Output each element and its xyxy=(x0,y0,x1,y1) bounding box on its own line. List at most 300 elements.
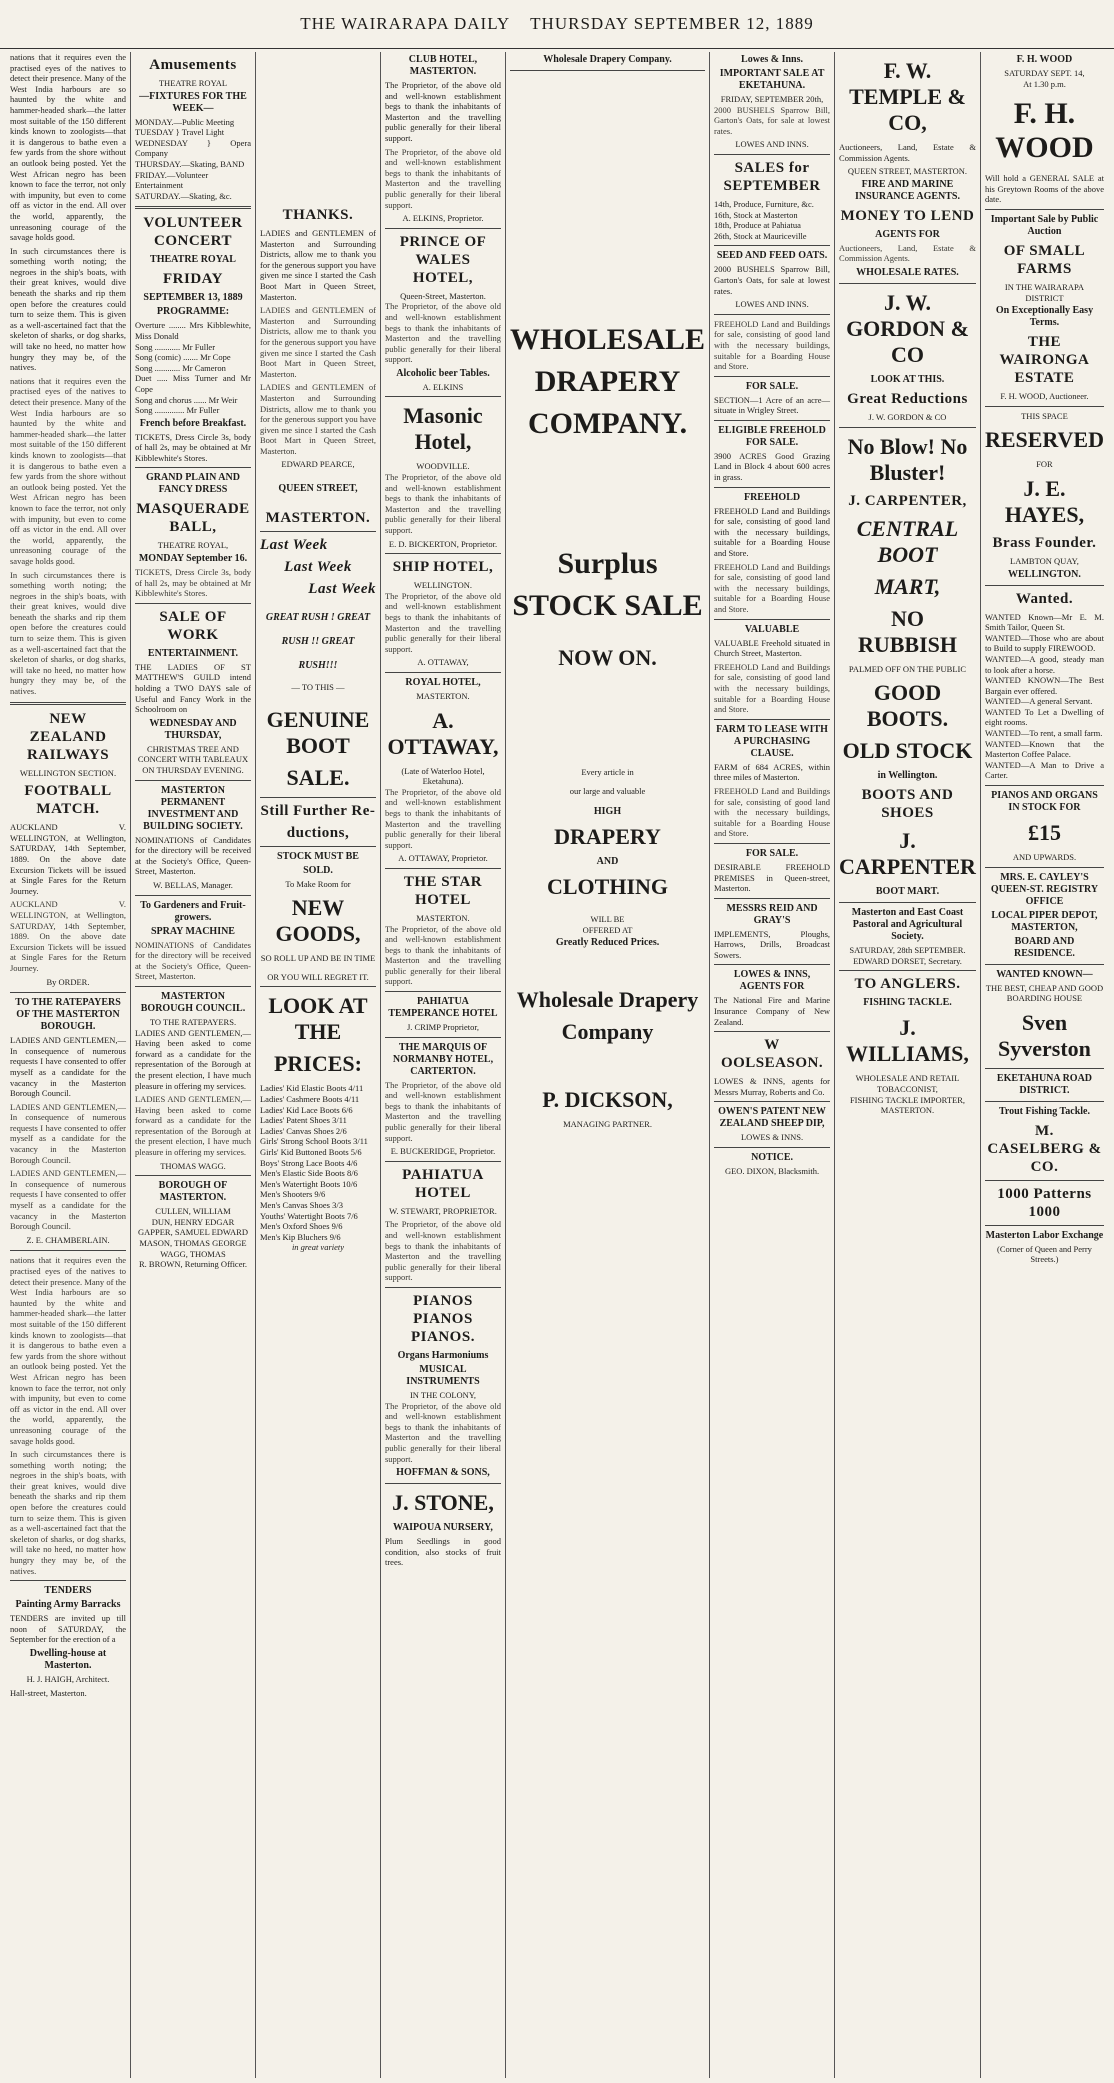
sale-text: THE LADIES OF ST MATTHEW'S GUILD intend holding a TWO DAYS sale of Useful and Fancy Work in the Schoolroom on xyxy=(134,661,251,715)
thanks-town: MASTERTON. xyxy=(265,510,371,527)
this-space: THIS SPACE xyxy=(1021,410,1068,421)
masthead-title: THE WAIRARAPA DAILY xyxy=(300,14,511,33)
colony-text: IN THE COLONY, xyxy=(409,1389,476,1400)
notice-sign: GEO. DIXON, Blacksmith. xyxy=(724,1166,820,1177)
fixture: THURSDAY.—Skating, BAND xyxy=(134,158,245,169)
eligible-title: ELIGIBLE FREEHOLD FOR SALE. xyxy=(718,424,826,448)
masonic-place: WOODVILLE. xyxy=(416,461,470,472)
borough-name: MASON, THOMAS GEORGE xyxy=(139,1238,247,1249)
sales-title: SALES for SEPTEMBER xyxy=(723,159,821,194)
spray-title: To Gardeners and Fruit-growers. xyxy=(140,899,246,923)
farm-text: FARM of 684 ACRES, within three miles of Masterton. xyxy=(714,761,831,783)
offered: OFFERED AT xyxy=(582,924,633,935)
pahiatua2-sign: W. STEWART, PROPRIETOR. xyxy=(389,1205,497,1216)
barracks-title: Painting Army Barracks xyxy=(15,1599,121,1611)
good-boots-heading: GOOD BOOTS. xyxy=(866,680,949,732)
football-title: FOOTBALL MATCH. xyxy=(24,783,112,818)
money-title: MONEY TO LEND xyxy=(840,207,975,224)
sale-heading: SALE. xyxy=(286,764,350,790)
fixture: SATURDAY.—Skating, &c. xyxy=(134,190,232,201)
woolseason-title: W OOLSEASON. xyxy=(720,1037,824,1072)
williams-place: FISHING TACKLE IMPORTER, MASTERTON. xyxy=(849,1094,966,1116)
lowes-text: 2000 BUSHELS Sparrow Bill, Garton's Oats, for sale at lowest rates. xyxy=(714,104,831,136)
price-item: Girls' Kid Buttoned Boots 5/6 xyxy=(259,1147,362,1157)
concert-day: FRIDAY xyxy=(163,271,223,288)
article-text: nations that it requires even the practised eyes of the natives to detect their presence. Many of the West India harbours are so haunted by the white and hammer-headed shark—the latter most suitable of the 150 different kinds known to zoologists—that it is dangerous to bathe even a few yards from the shore without an outlook being posted. Yet the West African negro has been known to face the terror, not only with impunity, but even to come off as victor in the end. All over the world, apparently, the unreasoning courage of the savage holds good. xyxy=(10,52,126,243)
in-wellington: in Wellington. xyxy=(877,770,938,782)
reduced-prices: Greatly Reduced Prices. xyxy=(555,937,660,949)
sale-item: 18th, Produce at Pahiatua xyxy=(714,220,801,231)
masonic-sign: E. D. BICKERTON, Proprietor. xyxy=(388,538,498,549)
pending-text: in great variety xyxy=(291,1242,345,1253)
borough-name: GAPPER, SAMUEL EDWARD xyxy=(138,1227,248,1238)
sale-item: 16th, Stock at Masterton xyxy=(714,209,798,220)
pahiatua2-text: The Proprietor, of the above old and well-known establishment begs to thank the inhabitants of Masterton and the travelling public generally for their liberal support. xyxy=(384,1219,501,1283)
programme-item: Song (comic) ....... Mr Cope xyxy=(134,352,231,363)
wanted-item: WANTED—Those who are about to Build to supply FIREWOOD. xyxy=(984,632,1104,654)
rush-line: RUSH !! GREAT xyxy=(281,636,355,648)
fixtures-title: —FIXTURES FOR THE WEEK— xyxy=(139,90,247,114)
stone-place: WAIPOUA NURSERY, xyxy=(393,1522,493,1534)
fixture: TUESDAY } Travel Light xyxy=(134,127,225,138)
wanted-item: WANTED—A good, steady man to look after a horse. xyxy=(984,653,1104,675)
price-item: Boys' Strong Lace Boots 4/6 xyxy=(259,1157,358,1168)
pahiatua-sign: J. CRIMP Proprietor, xyxy=(406,1022,480,1033)
stock-sale-heading: STOCK SALE xyxy=(512,589,703,622)
prince-sign: A. ELKINS xyxy=(422,381,464,392)
company-heading: COMPANY. xyxy=(527,407,688,440)
agents-title: AGENTS FOR xyxy=(875,228,940,240)
ship-text: The Proprietor, of the above old and well-known establishment begs to thank the inhabitants of Masterton and the travelling public generally for their liberal support. xyxy=(384,590,501,654)
column-1 xyxy=(6,52,131,2078)
auction-text: FREEHOLD Land and Buildings for sale, consisting of good land with the necessary buildings, suitable for a Boarding House and Store. xyxy=(714,318,831,372)
pianos-title: PIANOS AND ORGANS IN STOCK FOR xyxy=(991,790,1098,814)
amusements-sub: THEATRE ROYAL xyxy=(158,78,228,88)
wood-sign: F. H. WOOD, Auctioneer. xyxy=(1000,391,1089,402)
prince-title: PRINCE OF WALES HOTEL, xyxy=(399,233,487,286)
column-8 xyxy=(981,52,1108,2078)
wood-time: At 1.30 p.m. xyxy=(1023,78,1066,89)
musical-heading: MUSICAL INSTRUMENTS xyxy=(406,1363,480,1387)
carpenter-name-2: J. CARPENTER xyxy=(839,828,976,880)
normandy-title: THE MARQUIS OF NORMANBY HOTEL, CARTERTON. xyxy=(392,1041,494,1077)
wanted-item: WANTED To Let a Dwelling of eight rooms. xyxy=(984,706,1104,728)
williams-sub: WHOLESALE AND RETAIL TOBACCONIST, xyxy=(855,1073,960,1094)
eketahuna-title: EKETAHUNA ROAD DISTRICT. xyxy=(996,1072,1093,1096)
fixture: MONDAY.—Public Meeting xyxy=(134,116,235,127)
wanted-item: WANTED—A general Servant. xyxy=(984,696,1093,707)
pahiatua2-title: PAHIATUA HOTEL xyxy=(402,1166,484,1201)
temple-text-2: Auctioneers, Land, Estate & Commission Agents. xyxy=(839,242,976,264)
concert-venue: THEATRE ROYAL xyxy=(150,254,236,266)
sale-date: WEDNESDAY AND THURSDAY, xyxy=(149,717,237,741)
show-sign: EDWARD DORSET, Secretary. xyxy=(853,955,962,966)
football-text: AUCKLAND V. WELLINGTON, at Wellington, SATURDAY, 14th September, 1889. On the above date Excursion Tickets will be issued at Single Fares for the Return Journey. xyxy=(10,822,126,896)
article-text-3: nations that it requires even the practised eyes of the natives to detect their presence. Many of the West India harbours are so haunted by the white and hammer-headed shark—the latter most suitable of the 150 different kinds known to zoologists—that it is dangerous to bathe even a few yards from the shore without an outlook being posted. Yet the West African negro has been known to face the terror, not only with impunity, but even to come off as victor in the end. All over the world, apparently, the unreasoning courage of the savage holds good. xyxy=(10,375,126,566)
rubbish-heading: NO RUBBISH xyxy=(857,605,957,657)
cayley-title: MRS. E. CAYLEY'S QUEEN-ST. REGISTRY OFFICE xyxy=(990,871,1099,907)
wholesale-rates: WHOLESALE RATES. xyxy=(856,266,959,278)
council-title: MASTERTON BOROUGH COUNCIL. xyxy=(140,990,246,1014)
williams-name: J. WILLIAMS, xyxy=(846,1015,969,1067)
borough-name: CULLEN, WILLIAM xyxy=(155,1206,231,1217)
pastoral-title: Masterton and East Coast Pastoral and Agricultural Society. xyxy=(851,907,964,943)
programme-item: Duet ..... Miss Turner and Mr Cope xyxy=(134,373,251,394)
noblow-heading: No Blow! No Bluster! xyxy=(847,433,968,485)
agents-title: LOWES & INNS, AGENTS FOR xyxy=(733,969,811,993)
anglers-heading: TO ANGLERS. xyxy=(854,976,961,993)
bootmart-heading: BOOT MART. xyxy=(875,886,940,898)
sale-item: 26th, Stock at Mauriceville xyxy=(714,230,807,241)
price-item: Youths' Watertight Boots 7/6 xyxy=(259,1210,358,1221)
sale-sub: ENTERTAINMENT. xyxy=(147,647,239,659)
column-5 xyxy=(506,52,710,2078)
organs-heading: Organs Harmoniums xyxy=(397,1349,489,1361)
club-text: The Proprietor, of the above old and well-known establishment begs to thank the inhabitants of Masterton and the travelling public generally for their liberal support. xyxy=(384,80,501,143)
price-item: Ladies' Kid Lace Boots 6/6 xyxy=(259,1104,353,1115)
new-goods: NEW GOODS, xyxy=(275,895,361,947)
star-title: THE STAR HOTEL xyxy=(403,873,483,908)
club-sign: A. ELKINS, Proprietor. xyxy=(402,213,484,224)
gordon-sub: LOOK AT THIS. xyxy=(870,373,945,385)
temple-place: QUEEN STREET, MASTERTON. xyxy=(847,166,968,177)
small-farms: OF SMALL FARMS xyxy=(1003,242,1086,277)
reid-title: MESSRS REID AND GRAY'S xyxy=(726,902,818,926)
brass-founder: Brass Founder. xyxy=(992,534,1097,551)
council-text: LADIES AND GENTLEMEN,—Having been asked to come forward as a candidate for the representation of the Borough at the present election, I have much pleasure in offering my services. xyxy=(134,1027,251,1091)
wool-text: LOWES & INNS, agents for Messrs Murray, Roberts and Co. xyxy=(714,1076,831,1097)
labor-sub: (Corner of Queen and Perry Streets.) xyxy=(997,1243,1092,1265)
temple-text: Auctioneers, Land, Estate & Commission Agents. xyxy=(839,142,976,163)
wood-title: F. H. WOOD xyxy=(1016,54,1073,65)
palmed-text: PALMED OFF ON THE PUBLIC xyxy=(848,663,967,674)
programme-item: Song ............ Mr Cameron xyxy=(134,362,226,373)
concert-programme-title: PROGRAMME: xyxy=(156,306,230,318)
important-sale: Important Sale by Public Auction xyxy=(990,213,1099,237)
forsale2-text: DESIRABLE FREEHOLD PREMISES in Queen-street, Masterton. xyxy=(714,861,831,894)
farm-title: FARM TO LEASE WITH A PURCHASING CLAUSE. xyxy=(716,723,828,759)
society-sign: W. BELLAS, Manager. xyxy=(153,879,233,890)
roll-up: SO ROLL UP AND BE IN TIME xyxy=(260,953,376,964)
column-4 xyxy=(381,52,506,2078)
concert-title: VOLUNTEER CONCERT xyxy=(143,215,243,250)
forsale2-title: FOR SALE. xyxy=(745,847,799,859)
company-name-2: Company xyxy=(561,1019,654,1045)
shipdip-title: OWEN'S PATENT NEW ZEALAND SHEEP DIP, xyxy=(718,1106,826,1130)
drapery-heading-2: DRAPERY xyxy=(554,824,661,850)
society-title: MASTERTON PERMANENT INVESTMENT AND BUILDING SOCIETY. xyxy=(143,784,243,832)
star-text: The Proprietor, of the above old and well-known establishment begs to thank the inhabitants of Masterton and the travelling public generally for their liberal support. xyxy=(384,923,501,987)
tenders-title: TENDERS xyxy=(44,1585,92,1597)
every-article: Every article in xyxy=(581,767,634,777)
valuable-title: VALUABLE xyxy=(744,623,800,635)
forsale1-title: FOR SALE. xyxy=(745,380,799,392)
football-text-2: AUCKLAND V. WELLINGTON, at Wellington, SATURDAY, 14th September, 1889. On the above date Excursion Tickets will be issued at Single Fares for the Return Journey. xyxy=(10,899,126,973)
high-heading: HIGH xyxy=(593,806,622,818)
programme-item: Song ............ Mr Fuller xyxy=(134,341,216,352)
freehold-text-2: FREEHOLD Land and Buildings for sale, consisting of good land with the necessary buildings, suitable for a Boarding House and Store. xyxy=(714,561,831,614)
labor-heading: Masterton Labor Exchange xyxy=(985,1229,1104,1241)
spray-text: NOMINATIONS of Candidates for the directory will be received at the Society's Office, Queen-Street, Masterton. xyxy=(134,939,251,982)
columns xyxy=(6,52,1108,2078)
trout-heading: Trout Fishing Tackle. xyxy=(998,1105,1090,1117)
wanted-item: WANTED Known—Mr E. M. Smith Tailor, Queen St. xyxy=(984,611,1104,633)
ottaway-sign: A. OTTAWAY, Proprietor. xyxy=(398,853,488,864)
wood-big: F. H. WOOD xyxy=(995,97,1094,165)
board-heading: BOARD AND RESIDENCE. xyxy=(1014,935,1075,959)
patterns-heading: 1000 Patterns 1000 xyxy=(997,1185,1092,1220)
lambton-quay: LAMBTON QUAY, xyxy=(1010,555,1079,566)
notice-title: NOTICE. xyxy=(751,1152,794,1164)
tenders-sign: H. J. HAIGH, Architect. xyxy=(26,1674,110,1684)
ottaway-text: The Proprietor, of the above old and well-known establishment begs to thank the inhabitants of Masterton and the travelling public generally for their liberal support. xyxy=(384,786,501,850)
surplus-heading: Surplus xyxy=(557,547,658,580)
price-item: Men's Kip Bluchers 9/6 xyxy=(259,1231,341,1242)
valuable-text-2: FREEHOLD Land and Buildings for sale, consisting of good land with the necessary buildings, suitable for a Boarding House and Store. xyxy=(714,661,831,715)
for-text: FOR xyxy=(1036,459,1053,470)
wanted-item: WANTED KNOWN—The Best Bargain ever offered. xyxy=(984,675,1104,696)
ball-date: MONDAY September 16. xyxy=(138,553,248,565)
wanted-item: WANTED—To rent, a small farm. xyxy=(984,728,1103,739)
gordon-sign: J. W. GORDON & CO xyxy=(868,411,947,422)
column-6 xyxy=(710,52,835,2078)
district: IN THE WAIRARAPA DISTRICT xyxy=(1004,281,1085,303)
amusements-title: Amusements xyxy=(149,57,237,73)
society-text: NOMINATIONS of Candidates for the directory will be received at the Society's Office, Queen-Street, Masterton. xyxy=(134,834,251,877)
normandy-text: The Proprietor, of the above old and well-known establishment begs to thank the inhabitants of Masterton and the travelling public generally for their liberal support. xyxy=(384,1079,501,1143)
prince-place: Queen-Street, Masterton. xyxy=(400,290,486,301)
caselberg-name: M. CASELBERG & CO. xyxy=(987,1122,1102,1175)
company-name: Wholesale Drapery xyxy=(516,987,699,1013)
local-title: LOCAL PIPER DEPOT, MASTERTON, xyxy=(991,909,1098,933)
price-item: Men's Watertight Boots 10/6 xyxy=(259,1178,358,1189)
thanks-text: LADIES and GENTLEMEN of Masterton and Surrounding Districts, allow me to thank you for the generous support you have given me since I started the Cash Boot Mart in Queen Street, Masterton. xyxy=(259,228,376,302)
star-place: MASTERTON. xyxy=(416,912,470,923)
boots-heading: BOOTS AND SHOES xyxy=(861,787,954,822)
freehold-text: FREEHOLD Land and Buildings for sale, consisting of good land with the necessary buildings, suitable for a Boarding House and Store. xyxy=(714,505,831,559)
stone-text: Plum Seedlings in good condition, also stocks of fruit trees. xyxy=(384,1536,501,1568)
borough-title: BOROUGH OF MASTERTON. xyxy=(158,1180,228,1204)
ottaway-sub: (Late of Waterloo Hotel, Eketahuna). xyxy=(401,765,485,787)
drapery-heading: DRAPERY xyxy=(534,365,681,398)
column-3 xyxy=(256,52,381,2078)
masthead xyxy=(0,0,1114,49)
masonic-text: The Proprietor, of the above old and well-known establishment begs to thank the inhabitants of Masterton and the travelling public generally for their liberal support. xyxy=(384,472,501,536)
ratepayers-title: TO THE RATEPAYERS OF THE MASTERTON BOROUGH. xyxy=(15,997,121,1033)
football-sign: By ORDER. xyxy=(46,976,90,987)
freehold-title: FREEHOLD xyxy=(743,491,801,503)
syverston-name: Sven Syverston xyxy=(998,1009,1091,1061)
council-sign: THOMAS WAGG. xyxy=(160,1160,226,1171)
price-item: Ladies' Kid Elastic Boots 4/11 xyxy=(259,1083,364,1094)
make-room: To Make Room for xyxy=(285,878,351,889)
last-week: Last Week xyxy=(284,559,352,576)
show-date: SATURDAY, 28th SEPTEMBER. xyxy=(849,945,966,956)
lowes-sign: LOWES AND INNS. xyxy=(735,139,809,150)
pianos-upwards: AND UPWARDS. xyxy=(1012,852,1077,863)
wholesale-heading: WHOLESALE xyxy=(509,323,706,356)
seed-text: 2000 BUSHELS Sparrow Bill, Garton's Oats, for sale at lowest rates. xyxy=(714,264,831,296)
shipdip-sign: LOWES & INNS. xyxy=(740,1132,804,1143)
normandy-sign: E. BUCKERIDGE, Proprietor. xyxy=(390,1146,496,1157)
pianos-text: The Proprietor, of the above old and well-known establishment begs to thank the inhabitants of Masterton and the travelling public generally for their liberal support. xyxy=(384,1400,501,1464)
great-reductions: Great Reductions xyxy=(847,390,968,407)
spray-name: SPRAY MACHINE xyxy=(150,925,235,937)
price-item: Ladies' Canvas Shoes 2/6 xyxy=(259,1125,347,1136)
genuine-boot: GENUINE BOOT xyxy=(266,706,370,758)
thanks-text-3: LADIES and GENTLEMEN of Masterton and Surrounding Districts, allow me to thank you for the generous support you have given me since I started the Cash Boot Mart in Queen Street, Masterton. xyxy=(259,382,376,456)
wanted-title: Wanted. xyxy=(1015,590,1074,607)
prince-text: The Proprietor, of the above old and well-known establishment begs to thank the inhabitants of Masterton and the travelling public generally for their liberal support. xyxy=(384,301,501,365)
wellington: WELLINGTON. xyxy=(1008,568,1081,580)
thanks-text-2: LADIES and GENTLEMEN of Masterton and Surrounding Districts, allow me to thank you for the generous support you have given me since I started the Cash Boot Mart in Queen Street, Masterton. xyxy=(259,305,376,379)
seed-title: SEED AND FEED OATS. xyxy=(716,250,828,262)
article-text-6: In such circumstances there is something worth noting; the negroes in the ship's boats, with their great knives, would dive beneath the sharks and rip them open before the creatures could turn to seize them. This is given as a well-ascertained fact that the skeleton of sharks, or dog sharks, will take no heed, no matter how hungry they may be, of the natives. xyxy=(10,1449,126,1576)
ball-title: GRAND PLAIN AND FANCY DRESS xyxy=(146,472,240,496)
wood-text: Will hold a GENERAL SALE at his Greytown Rooms of the above date. xyxy=(984,173,1104,205)
last-week: Last Week xyxy=(308,581,376,598)
column-header: Wholesale Drapery Company. xyxy=(543,54,672,65)
temple-title: F. W. TEMPLE & CO, xyxy=(849,58,966,135)
fixture: FRIDAY.—Volunteer Entertainment xyxy=(134,169,209,191)
prince-bold: Alcoholic beer Tables. xyxy=(396,367,490,379)
mart-heading: MART, xyxy=(874,573,941,599)
programme-item: Song and chorus ...... Mr Weir xyxy=(134,394,238,405)
agents-text: The National Fire and Marine Insurance Company of New Zealand. xyxy=(714,995,831,1027)
borough-sign: R. BROWN, Returning Officer. xyxy=(139,1259,247,1270)
pianos-price: £15 xyxy=(1027,820,1061,846)
pianos-heading: PIANOS PIANOS PIANOS. xyxy=(411,1292,475,1345)
tenders-place: Hall-street, Masterton. xyxy=(10,1687,87,1698)
or-you: OR YOU WILL REGRET IT. xyxy=(267,971,369,982)
stone-name: J. STONE, xyxy=(392,1490,494,1516)
clothing-heading: CLOTHING xyxy=(547,874,669,900)
lowes-title: Lowes & Inns. xyxy=(741,54,804,65)
temple-fire: FIRE AND MARINE INSURANCE AGENTS. xyxy=(854,178,960,202)
ship-sign: A. OTTAWAY, xyxy=(417,657,469,668)
known-sub: THE BEST, CHEAP AND GOOD BOARDING HOUSE xyxy=(985,982,1104,1004)
sold-heading: SOLD. xyxy=(303,864,333,876)
last-week: Last Week xyxy=(259,537,328,554)
ship-place: WELLINGTON. xyxy=(413,580,473,591)
look-heading: LOOK AT THE xyxy=(268,993,368,1045)
lowes-sub: IMPORTANT SALE AT EKETAHUNA. xyxy=(719,68,825,91)
ratepayers-text-3: LADIES AND GENTLEMEN,—In consequence of numerous requests I have consented to offer myself as a candidate for the vacancy in the Masterton Borough Council. xyxy=(10,1168,126,1232)
easy-terms: On Exceptionally Easy Terms. xyxy=(995,305,1094,329)
thanks-street: QUEEN STREET, xyxy=(278,483,358,495)
eligible-text: 3900 ACRES Good Grazing Land in Block 4 about 600 acres in grass. xyxy=(714,450,831,483)
wood-date: SATURDAY SEPT. 14, xyxy=(1004,68,1085,78)
article-text-4: In such circumstances there is something worth noting; the negroes in the ship's boats, with their great knives, would dive beneath the sharks and rip them open before the creatures could turn to seize them. This is given as a well-ascertained fact that the skeleton of sharks, or dog sharks, will take no heed, no matter how hungry they may be, of the natives. xyxy=(10,569,126,697)
council-sub: TO THE RATEPAYERS. xyxy=(149,1016,237,1027)
rush-line: GREAT RUSH ! GREAT xyxy=(265,612,371,624)
borough-name: DUN, HENRY EDGAR xyxy=(151,1216,235,1227)
ship-title: SHIP HOTEL, xyxy=(392,559,494,576)
thanks-sign: EDWARD PEARCE, xyxy=(281,459,355,470)
forsale1-text: SECTION—1 Acre of an acre—situate in Wrigley Street. xyxy=(714,394,831,416)
price-item: Ladies' Patent Shoes 3/11 xyxy=(259,1115,347,1126)
pahiatua-title: PAHIATUA TEMPERANCE HOTEL xyxy=(388,996,498,1020)
price-item: Men's Canvas Shoes 3/3 xyxy=(259,1199,343,1210)
known-heading: WANTED KNOWN— xyxy=(996,968,1093,980)
concert-french: French before Breakfast. xyxy=(139,417,247,429)
central-heading: CENTRAL BOOT xyxy=(856,515,959,567)
column-2 xyxy=(131,52,256,2078)
royal-title: ROYAL HOTEL, xyxy=(405,676,481,688)
tenders-text: TENDERS are invited up till noon of SATURDAY, the September for the erection of a xyxy=(10,1613,126,1645)
council-text-2: LADIES AND GENTLEMEN,—Having been asked to come forward as a candidate for the representation of the Borough at the present election, I have much pleasure in offering my services. xyxy=(134,1094,251,1158)
ratepayers-text: LADIES AND GENTLEMEN,—In consequence of numerous requests I have consented to offer myself as a candidate for the vacancy in the Masterton Borough Council. xyxy=(10,1035,126,1099)
further-heading: Still Further Re- xyxy=(260,802,376,819)
old-stock-heading: OLD STOCK xyxy=(842,738,973,764)
rush-line: RUSH!!! xyxy=(298,660,338,672)
royal-place: MASTERTON. xyxy=(416,690,470,701)
sale-item: 14th, Produce, Furniture, &c. xyxy=(714,198,814,209)
and-heading: AND xyxy=(596,856,619,868)
railways-sub: WELLINGTON SECTION. xyxy=(19,767,117,778)
reid-text: IMPLEMENTS, Ploughs, Harrows, Drills, Broadcast Sowers. xyxy=(714,928,831,960)
dickson-name: P. DICKSON, xyxy=(542,1087,673,1113)
tenders-bold: Dwelling-house at Masterton. xyxy=(29,1648,107,1671)
masthead-date: THURSDAY SEPTEMBER 12, 1889 xyxy=(530,14,814,33)
fixture: WEDNESDAY } Opera Company xyxy=(134,137,251,159)
masonic-title: Masonic Hotel, xyxy=(403,403,483,455)
carpenter-name: J. CARPENTER, xyxy=(848,492,967,509)
valuable-text: VALUABLE Freehold situated in Church Street, Masterton. xyxy=(714,637,831,659)
price-item: Ladies' Cashmere Boots 4/11 xyxy=(259,1094,360,1105)
concert-tickets: TICKETS, Dress Circle 3s, body of hall 2s, may be obtained at Mr Kibblewhite's Stores. xyxy=(134,431,251,463)
seed-sign: LOWES AND INNS. xyxy=(735,299,809,310)
lowes-date: FRIDAY, SEPTEMBER 20th, xyxy=(720,94,824,104)
sale-title: SALE OF WORK xyxy=(159,608,227,643)
borough-name: WAGG, THOMAS xyxy=(160,1248,226,1259)
now-on: NOW ON. xyxy=(558,645,657,670)
estate-heading: THE WAIRONGA ESTATE xyxy=(999,334,1090,387)
column-7 xyxy=(835,52,981,2078)
hoffman-name: HOFFMAN & SONS, xyxy=(396,1467,490,1479)
ball-text: TICKETS, Dress Circle 3s, body of hall 2s, may be obtained at Mr Kibblewhite's Stores. xyxy=(134,567,251,599)
wanted-item: WANTED—Known that the Masterton Coffee Palace. xyxy=(984,738,1104,760)
to-this: — TO THIS — xyxy=(291,682,345,693)
sale-sub2: CHRISTMAS TREE AND CONCERT WITH TABLEAUX ON THURSDAY EVENING. xyxy=(137,743,249,775)
ratepayers-sign: Z. E. CHAMBERLAIN. xyxy=(26,1234,110,1245)
thanks-title: THANKS. xyxy=(282,207,354,223)
reserved-heading: RESERVED xyxy=(984,427,1104,453)
will-be: WILL BE xyxy=(590,914,625,925)
price-item: Men's Oxford Shoes 9/6 xyxy=(259,1221,343,1232)
tackle-heading: FISHING TACKLE. xyxy=(863,997,952,1009)
concert-date: SEPTEMBER 13, 1889 xyxy=(143,292,243,304)
price-item: Men's Shooters 9/6 xyxy=(259,1189,326,1200)
club-text-2: The Proprietor, of the above old and well-known establishment begs to thank the inhabitants of Masterton and the travelling public generally for their liberal support. xyxy=(384,146,501,210)
hayes-name: J. E. HAYES, xyxy=(1004,475,1085,527)
reductions-heading: ductions, xyxy=(286,824,350,841)
ball-venue: THEATRE ROYAL, xyxy=(157,540,229,551)
farm-text-2: FREEHOLD Land and Buildings for sale, consisting of good land with the necessary buildings, suitable for a Boarding House and Store. xyxy=(714,785,831,839)
price-item: Girls' Strong School Boots 3/11 xyxy=(259,1136,368,1147)
wanted-item: WANTED—A Man to Drive a Carter. xyxy=(984,759,1104,781)
price-item: Men's Elastic Side Boots 8/6 xyxy=(259,1168,358,1179)
ratepayers-text-2: LADIES AND GENTLEMEN,—In consequence of numerous requests I have consented to offer myself as a candidate for the vacancy in the Masterton Borough Council. xyxy=(10,1101,126,1165)
stock-must: STOCK MUST BE xyxy=(277,850,359,862)
programme-item: Overture ........ Mrs Kibblewhite, Miss Donald xyxy=(134,320,251,341)
large-stock: our large and valuable xyxy=(569,785,646,796)
gordon-title: J. W. GORDON & CO xyxy=(846,289,969,367)
programme-item: Song .............. Mr Fuller xyxy=(134,405,220,416)
ball-name: MASQUERADE BALL, xyxy=(136,501,250,536)
managing-partner: MANAGING PARTNER. xyxy=(563,1119,652,1130)
prices-heading: PRICES: xyxy=(273,1051,362,1077)
